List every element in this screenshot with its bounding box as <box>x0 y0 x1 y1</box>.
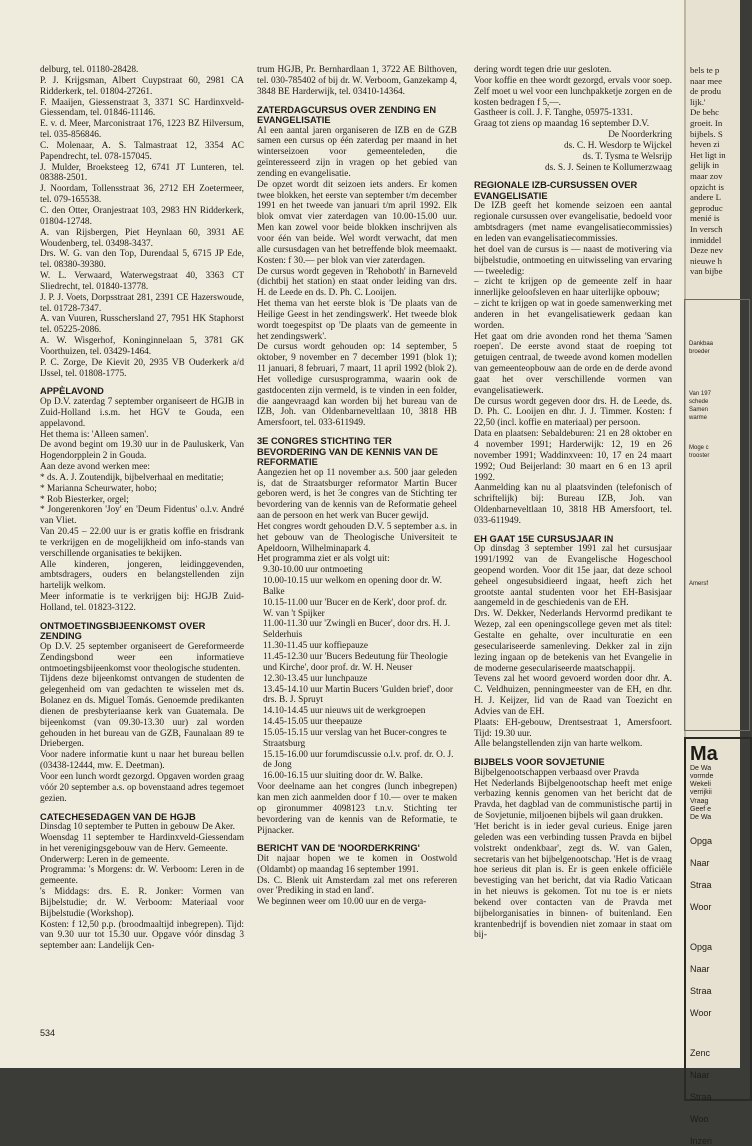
order-field-label: Zenc <box>690 1048 711 1059</box>
paragraph: Programma: 's Morgens: dr. W. Verboom: Leren in de gemeente. <box>40 865 244 887</box>
section-heading: REGIONALE IZB-CURSUSSEN OVER EVANGELISATIE <box>474 180 638 201</box>
notice-line: trooster <box>689 452 710 459</box>
paragraph: Voor koffie en thee wordt gezorgd, ervals voor soep. Zelf moet u wel voor een lunchpakketje zorgen en de kosten bedragen f 5,—. <box>474 75 672 108</box>
section-heading: ONTMOETINGSBIJEENKOMST OVER ZENDING <box>40 620 206 642</box>
edge-line: bels te p <box>690 65 720 75</box>
paragraph: Voor een lunch wordt gezorgd. Opgaven worden graag vóór 20 september a.s. op bovenstaand adres tegemoet gezien. <box>40 771 244 804</box>
program-line: 14.45-15.05 uur theepauze <box>263 717 363 728</box>
edge-line: menié is <box>690 213 720 224</box>
order-field-label: Naar <box>690 964 710 975</box>
paragraph: E. v. d. Meer, Marconistraat 176, 1223 BZ Hilversum, tel. 035-856846. <box>40 119 244 141</box>
paragraph: Drs. W. Dekker, Nederlands Hervormd predikant te Wezep, zal een openingscollege geven met als titel: Gestalte en gehalte, over inculturatie en een geseculariseerde samenleving. Dekker zal in zijn lezing ingaan op de betekenis van het Evangelie in de moderne geseculariseerde maatschappij. <box>474 609 672 674</box>
paragraph: Aan deze avond werken mee: <box>40 462 150 473</box>
order-field-label: Opga <box>690 836 713 847</box>
paragraph: P. C. Zorge, De Kievit 20, 2935 VB Ouderkerk a/d IJssel, tel. 01808-1775. <box>40 357 244 379</box>
paragraph: * Rob Biesterker, orgel; <box>40 494 129 505</box>
order-intro-line: Wekeli <box>690 781 711 789</box>
program-line: 15.15-16.00 uur forumdiscussie o.l.v. prof. dr. O. J. de Jong <box>263 749 454 771</box>
adjacent-order-form <box>684 737 752 1146</box>
paragraph: * ds. A. J. Zoutendijk, bijbelverhaal en meditatie; <box>40 472 224 483</box>
edge-line: groeit. In <box>690 117 723 128</box>
notice-line: warme <box>689 414 708 421</box>
program-line: 11.45-12.30 uur 'Bucers Bedeutung für Theologie und Kirche', door prof. dr. W. H. Neuser <box>263 652 448 673</box>
paragraph: trum HGJB, Pr. Bernhardlaan 1, 3722 AE Bilthoven, tel. 030-785402 of bij dr. W. Verboom, Ganzekamp 4, 3848 BE Harderwijk, tel. 03410-14364. <box>257 65 457 97</box>
order-field-label: Opga <box>690 942 713 953</box>
section-heading: 3E CONGRES STICHTING TER BEVORDERING VAN DE KENNIS VAN DE REFORMATIE <box>257 436 438 468</box>
paragraph: Drs. W. G. van den Top, Durendaal 5, 6715 JP Ede, tel. 08380-39380. <box>40 249 244 271</box>
notice-line: Dankbaa <box>689 340 714 347</box>
paragraph: Alle belangstellenden zijn van harte welkom. <box>474 739 643 750</box>
edge-line: van bijbe <box>690 266 723 277</box>
paragraph: Dit najaar hopen we te komen in Oostwold (Oldambt) op maandag 16 september 1991. <box>257 853 457 875</box>
paragraph: F. Maaijen, Giessenstraat 3, 3371 SC Hardinxveld-Giessendam, tel. 01846-11146. <box>40 97 244 119</box>
order-field-label: Naar <box>690 858 710 869</box>
edge-line: nieuwe h <box>690 255 723 266</box>
order-intro-line: De Wa <box>690 814 712 822</box>
paragraph: Graag tot ziens op maandag 16 september D.V. <box>474 119 650 130</box>
edge-line: naar mee <box>690 75 722 86</box>
paragraph: J. P. J. Voets, Dorpsstraat 281, 2391 CE Hazerswoude, tel. 01728-7347. <box>40 292 244 314</box>
paragraph: J. Mulder, Broeksteeg 12, 6741 JT Lunteren, tel. 08388-2501. <box>40 162 244 184</box>
paragraph: Aanmelding kan nu al plaatsvinden (telefonisch of schriftelijk) bij: Bureau IZB, Joh. van Oldenbarneveltlaan 10, 3818 HB Amersfoort, tel. 033-611949. <box>474 483 672 526</box>
program-line: 9.30-10.00 uur ontmoeting <box>263 565 363 576</box>
signature-line: De Noorderkring <box>608 130 672 141</box>
program-line: 15.05-15.15 uur verslag van het Bucer-congres te Straatsburg <box>263 727 447 749</box>
edge-line: heven zi <box>690 139 720 150</box>
paragraph: Alle kinderen, jongeren, leidinggevenden, ambtsdragers, ouders en belangstellenden zijn hartelijk welkom. <box>40 559 244 592</box>
section-heading: BIJBELS VOOR SOVJETUNIE <box>474 757 605 768</box>
paragraph: dering wordt tegen drie uur gesloten. <box>474 65 612 75</box>
program-line: 14.10-14.45 uur nieuws uit de werkgroepen <box>263 706 426 717</box>
edge-line: In versch <box>690 223 723 234</box>
paragraph: delburg, tel. 01180-28428. <box>40 65 139 75</box>
edge-line: Deze nev <box>690 245 723 256</box>
column-right <box>474 65 672 941</box>
paragraph: Meer informatie is te verkrijgen bij: HGJB Zuid-Holland, tel. 01823-3122. <box>40 592 244 613</box>
edge-line: maar zov <box>690 170 723 181</box>
paragraph: Van 20.45 – 22.00 uur is er gratis koffie en frisdrank te verkrijgen en de mogelijkheid om info-stands van verschillende organisaties te bekijken. <box>40 527 244 559</box>
paragraph: C. Molenaar, A. S. Talmastraat 12, 3354 AC Papendrecht, tel. 078-157045. <box>40 140 244 162</box>
paragraph: Het thema is: 'Alleen samen'. <box>40 429 149 440</box>
section-heading: EH GAAT 15E CURSUSJAAR IN <box>474 533 614 544</box>
paragraph: Op dinsdag 3 september 1991 zal het cursusjaar 1991/1992 van de Evangelische Hogeschool geopend worden. Voor dit 15e jaar, dat deze school geheel ongesubsidieerd ingaat, heeft zich het grootste aantal studenten voor het EH-Basisjaar aangemeld in de geschiedenis van de EH. <box>474 544 672 609</box>
paragraph: Het thema van het eerste blok is 'De plaats van de Heilige Geest in het zendingswerk'. Het tweede blok wordt toegespitst op 'De plaats van de gemeente in het zendingswerk'. <box>257 299 457 342</box>
order-intro-line: Geef e <box>690 805 712 813</box>
paragraph: Het programma ziet er als volgt uit: <box>257 554 390 565</box>
order-form-intro <box>690 765 750 822</box>
page-number: 534 <box>40 1028 56 1038</box>
paragraph: A. van Rijsbergen, Piet Heynlaan 60, 3931 AE Woudenberg, tel. 03498-3437. <box>40 227 244 249</box>
order-form-fields <box>690 836 750 1146</box>
edge-line: inmiddel <box>690 234 722 245</box>
notice-line: Van 197 <box>689 390 711 397</box>
order-field-label: Straa <box>690 986 712 997</box>
paragraph: Het gaat om drie avonden rond het thema 'Samen roepen'. De eerste avond staat de roeping tot getuigen centraal, de tweede avond komen modellen van gemeenteopbouw aan de orde en de derde avond gaat het over verschillende vormen van evangelisatiewerk. <box>474 331 672 396</box>
paragraph: Tevens zal het woord gevoerd worden door dhr. A. C. Veldhuizen, penningmeester van de EH, en dhr. H. J. Keijzer, lid van de Raad van Toezicht en Advies van de EH. <box>474 674 672 717</box>
paragraph: De cursus wordt gehouden op: 14 september, 5 oktober, 9 november en 7 december 1991 (blok 1); 11 januari, 8 februari, 7 maart, 11 april 1992 (blok 2). Het volledige cursusprogramma, waarin ook de gastdocenten zijn vermeld, is te vinden in een folder, die aangevraagd kan worden bij het bureau van de IZB, Joh. van Oldenbarneveltlaan 10, 3818 HB Amersfoort, tel. 033-611949. <box>257 342 457 429</box>
adjacent-page-edge <box>684 0 740 1146</box>
paragraph: 's Middags: drs. E. R. Jonker: Vormen van Bijbelstudie; dr. W. Verboom: Materiaal voor Bijbelstudie (Workshop). <box>40 887 244 919</box>
paragraph: De avond begint om 19.30 uur in de Pauluskerk, Van Hogendorpplein 2 in Gouda. <box>40 440 244 462</box>
signature-line: ds. T. Tysma te Welsrijp <box>582 151 672 162</box>
paragraph: Gastheer is coll. J. F. Tanghe, 05975-1331. <box>474 108 633 119</box>
order-intro-line: Vraag <box>690 797 709 805</box>
order-intro-line: vormde <box>690 773 714 781</box>
paragraph: W. L. Verwaard, Waterwegstraat 40, 3363 CT Sliedrecht, tel. 01840-13778. <box>40 271 244 292</box>
order-form-title: Ma <box>690 742 718 765</box>
order-field-label: Woor <box>690 1008 712 1019</box>
section-heading: BERICHT VAN DE 'NOORDERKRING' <box>257 843 420 854</box>
order-intro-line: De Wa <box>690 764 712 772</box>
edge-line: lijk.' <box>690 96 706 107</box>
paragraph: Voor nadere informatie kunt u naar het bureau bellen (03438-12444, mw. E. Deetman). <box>40 750 244 772</box>
paragraph: Op D.V. 25 september organiseert de Gereformeerde Zendingsbond weer een informatieve ontmoetingsbijeenkomst voor theologische studenten. <box>40 641 244 674</box>
paragraph: Voor deelname aan het congres (lunch inbegrepen) kan men zich aanmelden door f 10.— over te maken op gironummer 4098123 t.n.v. Stichting ter bevordering van de kennis van de Reformatie, te Pijnacker. <box>257 782 457 836</box>
edge-line: De behc <box>690 107 720 118</box>
paragraph: Het Nederlands Bijbelgenootschap heeft met enige verbazing kennis genomen van het bericht dat de Pravda, het dagblad van de communistische partij in de Sovjetunie, miljoenen bijbels wil gaan drukken. <box>474 778 672 822</box>
section-heading: ZATERDAGCURSUS OVER ZENDING EN EVANGELISATIE <box>257 104 437 126</box>
paragraph: Dinsdag 10 september te Putten in gebouw De Aker. <box>40 822 235 832</box>
paragraph: * Jongerenkoren 'Joy' en 'Deum Fidentus' o.l.v. André van Vliet. <box>40 505 244 527</box>
edge-line: geproduc <box>690 202 723 213</box>
paragraph: 'Het bericht is in ieder geval curieus. Enige jaren geleden was een verbinding tussen Pravda en bijbel volstrekt ondenkbaar', zegt ds. W. van Galen, secretaris van het bijbelgenootschap. 'Het is de vraag hoe serieus dit plan is. Er is geen enkele officiële bevestiging van het bericht, dat via Radio Vaticaan in het nieuws is gekomen. Tot nu toe is er niets bekend over contacten van de Pravda met bijbelorganisaties in binnen- of buitenland. Een krantenbedrijf is bovendien niet zomaar in staat om bij- <box>474 822 672 941</box>
edge-line: de produ <box>690 86 722 97</box>
paragraph: C. den Otter, Oranjestraat 103, 2983 HN Ridderkerk, 01804-12748. <box>40 205 244 227</box>
notice-line: Samen <box>689 406 709 413</box>
section-heading: CATECHESEDAGEN VAN DE HGJB <box>40 811 196 822</box>
paragraph: We beginnen weer om 10.00 uur en de verga- <box>257 897 427 908</box>
paragraph: De IZB geeft het komende seizoen een aantal regionale cursussen over evangelisatie, bedoeld voor ambtsdragers (met name evangelisatiecommissies) en leden van evangelisatiecommissies. <box>474 201 672 244</box>
paragraph: Op D.V. zaterdag 7 september organiseert de HGJB in Zuid-Holland i.s.m. het HGV te Gouda, een appelavond. <box>40 396 244 429</box>
order-field-label: Straa <box>690 880 712 891</box>
program-line: 11.00-11.30 uur 'Zwingli en Bucer', door drs. H. J. Selderhuis <box>263 619 451 641</box>
edge-line: bijbels. S <box>690 128 723 139</box>
notice-line: schede <box>689 398 709 405</box>
section-heading: APPÈLAVOND <box>40 386 104 397</box>
paragraph: het doel van de cursus is — naast de motivering via bijbelstudie, ontmoeting en uitwisseling van ervaring — tweeledig: <box>474 244 672 277</box>
notice-line: Moge c <box>689 444 709 451</box>
paragraph: De opzet wordt dit seizoen iets anders. Er komen twee blokken, het eerste van september t/m december 1991 en het tweede van januari t/m april 1992. Elk blok omvat vier zaterdagen van 10.00-15.00 uur. Men kan zowel voor beide blokken inschrijven als voor één van beide. Wel wordt verwacht, dat men alle cursusdagen van het betreffende blok meemaakt. Kosten: f 30.— per blok van vier zaterdagen. <box>257 179 457 266</box>
signature-line: ds. S. J. Seinen te Kollumerzwaag <box>544 162 672 173</box>
program-line: 12.30-13.45 uur lunchpauze <box>263 673 368 684</box>
paragraph: Onderwerp: Leren in de gemeente. <box>40 854 170 865</box>
notice-line: broeder <box>689 348 710 355</box>
paragraph: Bijbelgenootschappen verbaasd over Pravda <box>474 767 639 778</box>
column-middle <box>257 65 457 908</box>
paragraph: – zicht te krijgen op wat in goede samenwerking met anderen in het evangelisatiewerk gedaan kan worden. <box>474 299 672 331</box>
adjacent-notice-box <box>684 299 750 731</box>
order-field-label: Woo <box>690 1114 709 1125</box>
edge-line: opzicht is <box>690 181 724 192</box>
program-line: 10.00-10.15 uur welkom en opening door dr. W. Balke <box>263 576 442 597</box>
order-field-label: Straa <box>690 1092 712 1103</box>
paragraph: Al een aantal jaren organiseren de IZB en de GZB samen een cursus op één zaterdag per maand in het winterseizoen voor gemeenteleden, die geïnteresseerd zijn in vragen op het gebied van zending en evangelisatie. <box>257 125 457 179</box>
paragraph: – zicht te krijgen op de gemeente zelf in haar innerlijke geloofsleven en haar uiterlijke opbouw; <box>474 277 672 299</box>
program-line: 13.45-14.10 uur Martin Bucers 'Gulden brief', door drs. B. J. Spruyt <box>263 684 454 706</box>
program-line: 11.30-11.45 uur koffiepauze <box>263 641 368 652</box>
paragraph: A. van Vuuren, Russchersland 27, 7951 HK Staphorst tel. 05225-2086. <box>40 314 244 336</box>
column-left <box>40 65 244 952</box>
edge-line: gelijk in <box>690 160 720 171</box>
program-line: 10.15-11.00 uur 'Bucer en de Kerk', door prof. dr. W. van 't Spijker <box>263 597 447 619</box>
paragraph: P. J. Krijgsman, Albert Cuypstraat 60, 2981 CA Ridderkerk, tel. 01804-27261. <box>40 75 244 97</box>
paragraph: Kosten: f 12,50 p.p. (broodmaaltijd inbegrepen). Tijd: van 9.30 uur tot 15.30 uur. Opgave vóór dinsdag 3 september aan: Landelijk Cen- <box>40 919 244 952</box>
order-field-label: Inzen <box>690 1136 713 1146</box>
paragraph: Woensdag 11 september te Hardinxveld-Giessendam in het verenigingsgebouw van de Herv. Gemeente. <box>40 832 244 854</box>
adjacent-page-text <box>686 0 740 277</box>
order-intro-line: verrijkii <box>690 789 712 797</box>
order-field-label: Naar <box>690 1070 710 1081</box>
paragraph: Ds. C. Blenk uit Amsterdam zal met ons refereren over 'Prediking in stad en land'. <box>257 875 457 897</box>
paragraph: A. W. Wisgerhof, Koninginnelaan 5, 3781 GK Voorthuizen, tel. 03429-1464. <box>40 336 244 357</box>
paragraph: Het congres wordt gehouden D.V. 5 september a.s. in het gebouw van de Theologische Universiteit te Apeldoorn, Wilhelminapark 4. <box>257 521 457 554</box>
edge-line: andere L <box>690 192 722 203</box>
notice-line: Amersf <box>689 580 709 587</box>
paragraph: J. Noordam, Tollensstraat 36, 2712 EH Zoetermeer, tel. 079-165538. <box>40 184 244 206</box>
edge-line: Het ligt in <box>690 149 726 160</box>
order-field-label: Woor <box>690 902 712 913</box>
signature-line: ds. C. H. Wesdorp te Wijckel <box>563 140 672 151</box>
paragraph: Tijdens deze bijeenkomst ontvangen de studenten de gelegenheid om van gedachten te wisselen met ds. Bolanez en ds. Miguel Tomás. Genoemde predikanten dienen de presbyteriaanse kerk van Guatemala. De bijeenkomst (van 09.30-13.30 uur) zal worden gehouden in het bureau van de GZB, Faunalaan 89 te Driebergen. <box>40 674 244 750</box>
paragraph: * Marianna Scheurwater, hobo; <box>40 483 157 494</box>
paragraph: Plaats: EH-gebouw, Drentsestraat 1, Amersfoort. Tijd: 19.30 uur. <box>474 717 672 739</box>
paragraph: Data en plaatsen: Sebaldeburen: 21 en 28 oktober en 4 november 1991; Harderwijk: 12, 19 en 26 november 1991; Waddinxveen: 10, 17 en 24 maart 1992; Oud Beijerland: 30 maart en 6 en 13 april 1992. <box>474 429 672 483</box>
paragraph: Aangezien het op 11 november a.s. 500 jaar geleden is, dat de Straatsburger reformator Martin Bucer geboren werd, is het 3e congres van de Stichting ter bevordering van de kennis van de Reformatie geheel aan de persoon en het werk van Bucer gewijd. <box>257 467 457 522</box>
paragraph: De cursus wordt gegeven in 'Rehoboth' in Barneveld (dichtbij het station) en staat onder leiding van drs. H. de Leede en ds. D. Ph. C. Looijen. <box>257 266 457 299</box>
program-line: 16.00-16.15 uur sluiting door dr. W. Balke. <box>263 771 423 782</box>
paragraph: De cursus wordt gegeven door drs. H. de Leede, ds. D. Ph. C. Looijen en dhr. J. J. Timmer. Kosten: f 22,50 (incl. koffie en materiaal) per persoon. <box>474 396 672 429</box>
